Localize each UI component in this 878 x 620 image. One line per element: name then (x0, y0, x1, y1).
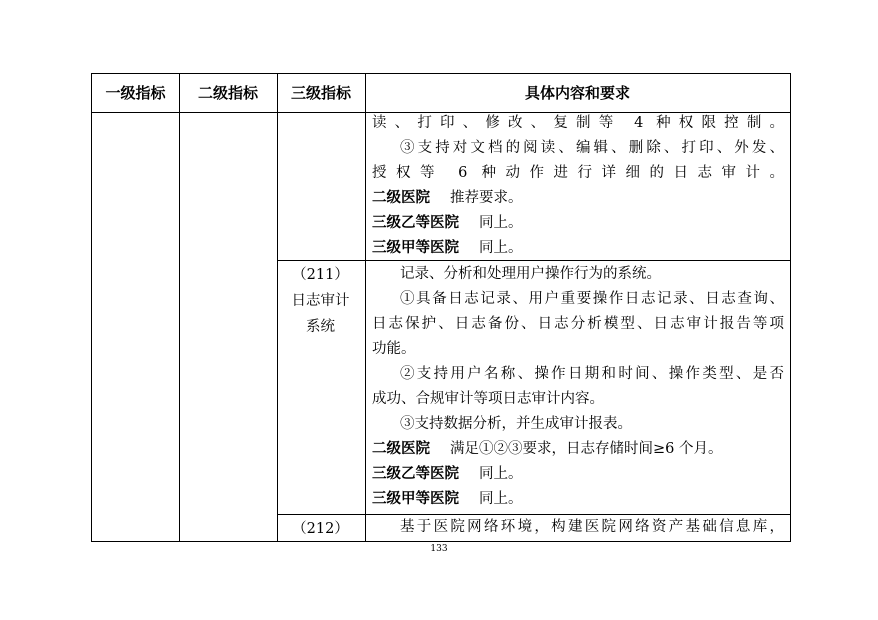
indicator-name-line: 系统 (306, 319, 335, 335)
level-label: 三级甲等医院 (372, 491, 459, 507)
page-number: 133 (430, 544, 448, 554)
header-content: 具体内容和要求 (524, 84, 630, 102)
level-label: 三级甲等医院 (372, 240, 459, 256)
level-text: 推荐要求。 (450, 190, 523, 206)
content-line: 读、打印、修改、复制等 4 种权限控制。 (372, 115, 784, 131)
level-label: 三级乙等医院 (372, 466, 459, 482)
indicator-212-cell (277, 516, 365, 542)
header-level2: 二级指标 (197, 84, 258, 102)
content-column (365, 74, 790, 541)
indicator-211-cell (277, 262, 365, 512)
column-divider (179, 74, 180, 541)
header-level3: 三级指标 (290, 84, 351, 102)
level-requirement (372, 439, 784, 459)
level-requirement (372, 213, 784, 233)
content-line: 基于医院网络环境，构建医院网络资产基础信息库， (400, 519, 784, 535)
content-line: ②支持用户名称、操作日期和时间、操作类型、是否 (400, 366, 784, 382)
content-line: 功能。 (372, 341, 416, 357)
level-requirement (372, 238, 784, 258)
content-line: ③支持对文档的阅读、编辑、删除、打印、外发、 (400, 140, 784, 156)
indicator-name-line: 日志审计 (291, 293, 350, 309)
level-label: 三级乙等医院 (372, 215, 459, 231)
level-label: 二级医院 (372, 190, 430, 206)
header-level1: 一级指标 (105, 84, 166, 102)
indicator-code: （212） (292, 521, 349, 537)
level-text: 同上。 (479, 240, 523, 256)
content-line: 日志保护、日志备份、日志分析模型、日志审计报告等项 (372, 316, 784, 332)
level-requirement (372, 489, 784, 509)
level-text: 满足①②③要求，日志存储时间≥6 个月。 (450, 441, 723, 457)
content-line: ③支持数据分析，并生成审计报表。 (400, 416, 632, 432)
level-label: 二级医院 (372, 441, 430, 457)
level-requirement (372, 188, 784, 208)
level-requirement (372, 464, 784, 484)
level-text: 同上。 (479, 491, 523, 507)
indicator-table (91, 73, 791, 542)
content-line: 成功、合规审计等项日志审计内容。 (372, 391, 604, 407)
indicator-code: （211） (292, 267, 349, 283)
content-line: 授权等 6 种动作进行详细的日志审计。 (372, 165, 784, 181)
content-line: 记录、分析和处理用户操作行为的系统。 (400, 266, 661, 282)
content-line: ①具备日志记录、用户重要操作日志记录、日志查询、 (400, 291, 784, 307)
level-text: 同上。 (479, 466, 523, 482)
level-text: 同上。 (479, 215, 523, 231)
